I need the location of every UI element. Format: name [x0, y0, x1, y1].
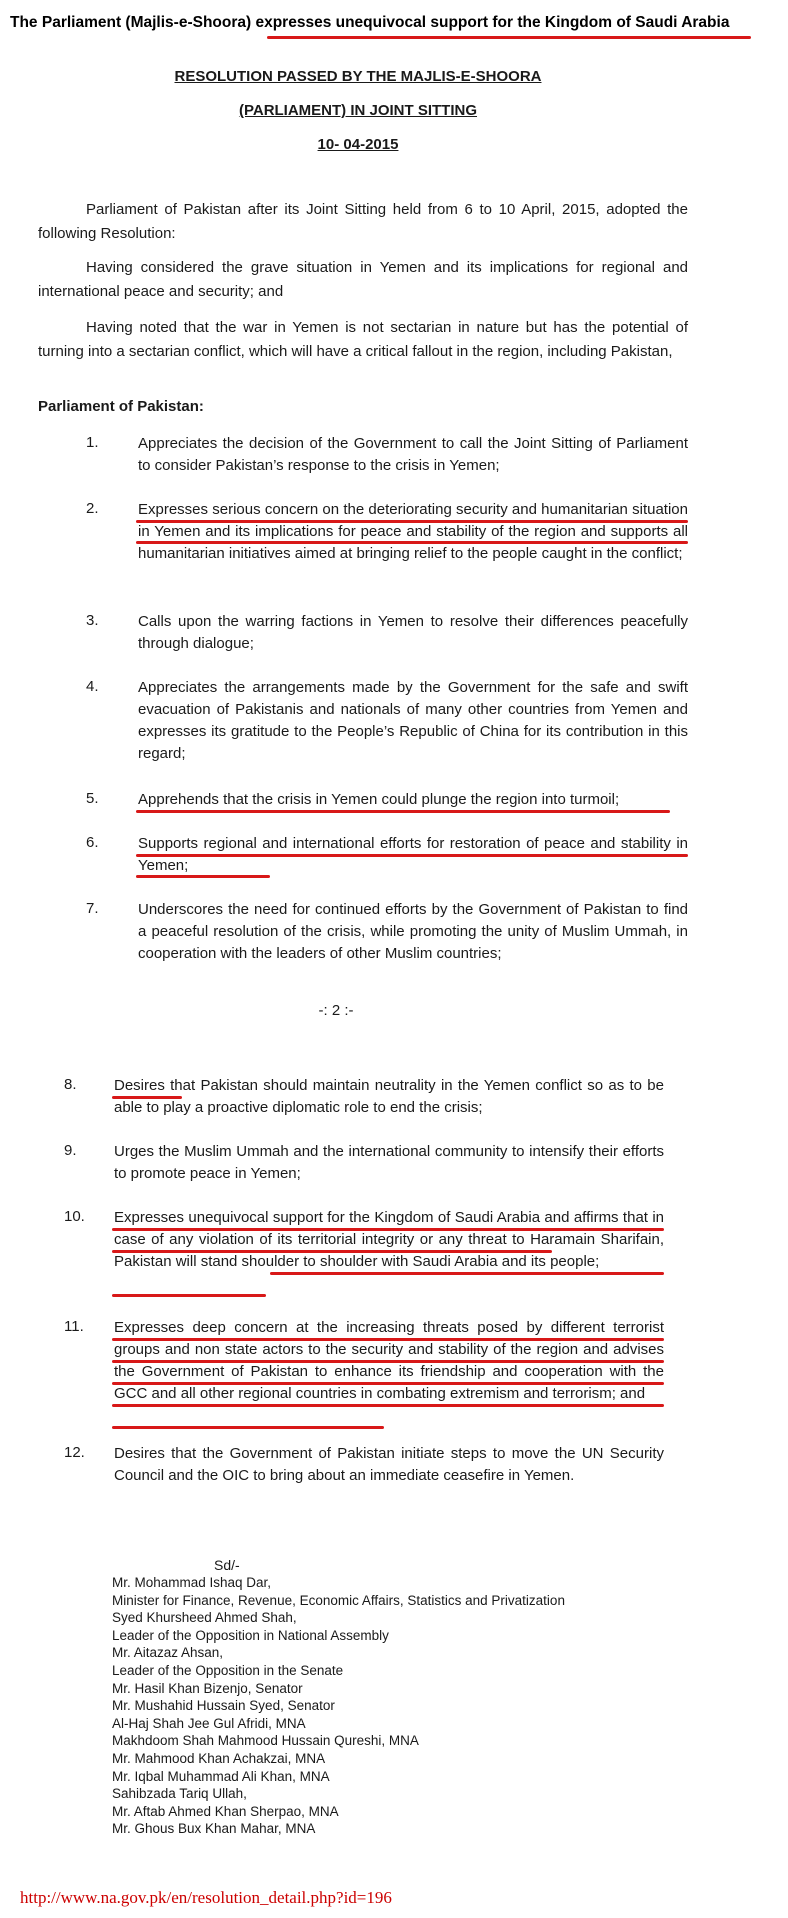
signatory-line: Mr. Aitazaz Ahsan, — [112, 1645, 224, 1661]
header-caption — [10, 14, 729, 32]
item-text: Apprehends that the crisis in Yemen could plunge the region into turmoil; — [138, 791, 620, 808]
subheading: Parliament of Pakistan: — [38, 398, 204, 415]
highlight-underline — [112, 1250, 552, 1253]
signatory-line: Sahibzada Tariq Ullah, — [112, 1786, 247, 1802]
item-number: 2. — [86, 500, 99, 517]
signatory-line: Makhdoom Shah Mahmood Hussain Qureshi, MNA — [112, 1733, 419, 1749]
item-text: Expresses serious concern on the deteriorating security and humanitarian situation in Yemen and its implications for peace and stability of the region and supports all humanitarian initiatives aimed at bringing relief to the people caught in the conflict; — [138, 501, 688, 562]
item-number: 4. — [86, 678, 99, 695]
highlight-underline — [136, 875, 270, 878]
highlight-underline — [136, 541, 688, 544]
item-text: Expresses unequivocal support for the Kingdom of Saudi Arabia and affirms that in case of any violation of its territorial integrity or any threat to Haramain Sharifain, Pakistan will stand shoulder to shoulder with Saudi Arabia and its people; — [114, 1209, 664, 1270]
signatory-line: Mr. Hasil Khan Bizenjo, Senator — [112, 1680, 303, 1696]
highlight-underline — [112, 1360, 664, 1363]
header-prefix: The Parliament (Majlis-e-Shoora) — [10, 14, 256, 31]
intro-paragraph-3: Having noted that the war in Yemen is not sectarian in nature but has the potential of turning into a sectarian conflict, which will have a critical fallout in the region, including Pakistan, — [38, 319, 688, 360]
item-text: Appreciates the decision of the Government to call the Joint Sitting of Parliament to consider Pakistan’s response to the crisis in Yemen; — [138, 435, 688, 474]
signatory-line: Al-Haj Shah Jee Gul Afridi, MNA — [112, 1715, 306, 1731]
item-number: 12. — [64, 1444, 85, 1461]
resolution-title-line1: RESOLUTION PASSED BY THE MAJLIS-E-SHOORA — [174, 68, 542, 85]
signatory-line: Leader of the Opposition in the Senate — [112, 1662, 344, 1678]
signatory-line: Mr. Mohammad Ishaq Dar, — [112, 1575, 272, 1590]
highlight-underline — [270, 1272, 664, 1275]
source-url: http://www.na.gov.pk/en/resolution_detail.php?id=196 — [20, 1888, 392, 1907]
item-number: 11. — [64, 1318, 84, 1335]
highlight-underline — [136, 520, 688, 523]
item-text: Supports regional and international efforts for restoration of peace and stability in Yemen; — [138, 835, 688, 874]
item-number: 6. — [86, 834, 99, 851]
signatory-line: Syed Khursheed Ahmed Shah, — [112, 1610, 297, 1626]
highlight-underline — [112, 1338, 664, 1341]
signatory-line: Mr. Aftab Ahmed Khan Sherpao, MNA — [112, 1803, 339, 1819]
signatory-list — [112, 1574, 565, 1838]
item-text: Urges the Muslim Ummah and the international community to intensify their efforts to promote peace in Yemen; — [114, 1143, 664, 1182]
highlight-underline — [112, 1404, 664, 1407]
highlight-underline — [136, 854, 688, 857]
item-number: 10. — [64, 1208, 85, 1225]
highlight-underline — [112, 1426, 384, 1429]
item-number: 7. — [86, 900, 99, 917]
intro-paragraph-2: Having considered the grave situation in Yemen and its implications for regional and international peace and security; and — [38, 259, 688, 300]
header-highlight: expresses unequivocal support for the Kingdom of Saudi Arabia — [255, 14, 730, 31]
highlight-underline — [112, 1382, 664, 1385]
resolution-date: 10- 04-2015 — [317, 136, 399, 153]
resolution-title-line2: (PARLIAMENT) IN JOINT SITTING — [238, 102, 478, 119]
highlight-underline — [112, 1096, 182, 1099]
item-text: Calls upon the warring factions in Yemen to resolve their differences peacefully through dialogue; — [138, 613, 688, 652]
item-text: Underscores the need for continued efforts by the Government of Pakistan to find a peaceful resolution of the crisis, while promoting the unity of Muslim Ummah, in cooperation with the leaders of other Muslim countries; — [138, 901, 688, 962]
header-underline — [267, 36, 751, 39]
intro-paragraph-1: Parliament of Pakistan after its Joint Sitting held from 6 to 10 April, 2015, adopted the following Resolution: — [38, 201, 688, 242]
item-number: 1. — [86, 434, 99, 451]
item-text: Desires that Pakistan should maintain neutrality in the Yemen conflict so as to be able to play a proactive diplomatic role to end the crisis; — [114, 1077, 664, 1116]
signatory-line: Minister for Finance, Revenue, Economic Affairs, Statistics and Privatization — [112, 1592, 565, 1608]
item-text: Expresses deep concern at the increasing threats posed by different terrorist groups and non state actors to the security and stability of the region and advises the Government of Pakistan to enhance its friendship and cooperation with the GCC and all other regional countries in combating extremism and terrorism; and — [114, 1319, 664, 1402]
item-number: 8. — [64, 1076, 77, 1093]
signatory-line: Leader of the Opposition in National Assembly — [112, 1627, 389, 1643]
item-number: 9. — [64, 1142, 77, 1159]
signatory-line: Mr. Iqbal Muhammad Ali Khan, MNA — [112, 1768, 330, 1784]
item-text: Desires that the Government of Pakistan initiate steps to move the UN Security Council and the OIC to bring about an immediate ceasefire in Yemen. — [114, 1445, 664, 1484]
signatory-line: Mr. Ghous Bux Khan Mahar, MNA — [112, 1821, 316, 1837]
signatory-line: Mr. Mushahid Hussain Syed, Senator — [112, 1698, 335, 1714]
signatory-line: Mr. Mahmood Khan Achakzai, MNA — [112, 1750, 326, 1766]
signature-sd: Sd/- — [214, 1557, 240, 1573]
highlight-underline — [136, 810, 670, 813]
highlight-underline — [112, 1228, 664, 1231]
item-number: 5. — [86, 790, 99, 807]
item-number: 3. — [86, 612, 99, 629]
highlight-underline — [112, 1294, 266, 1297]
page-number-marker: -: 2 :- — [318, 1002, 354, 1019]
item-text: Appreciates the arrangements made by the Government for the safe and swift evacuation of Pakistanis and nationals of many other countries from Yemen and expresses its gratitude to the People’s Republic of China for its contribution in this regard; — [138, 679, 688, 762]
